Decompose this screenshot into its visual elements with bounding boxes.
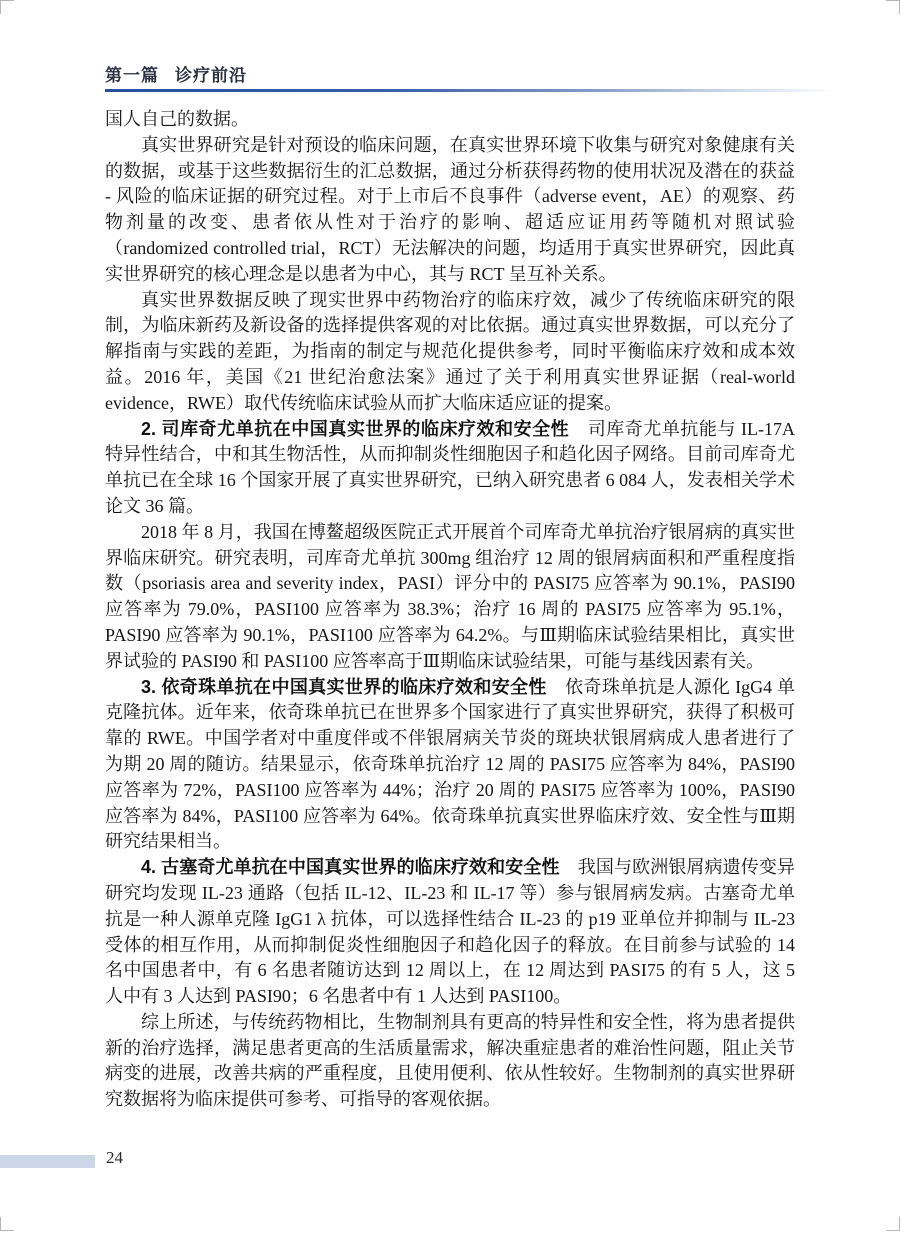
paragraph	[105, 133, 795, 288]
header-rule	[105, 89, 838, 92]
paragraph	[105, 675, 795, 856]
crop-mark-bottom-right	[886, 1217, 900, 1231]
paragraph-text: 我国与欧洲银屑病遗传变异研究均发现 IL-23 通路（包括 IL-12、IL-23 和 IL-17 等）参与银屑病发病。古塞奇尤单抗是一种人源单克隆 IgG1 λ 抗体，可以选择性结合 IL-23 的 p19 亚单位并抑制与 IL-23 受体的相互作用，从而抑制促炎性细胞因子和趋化因子的释放。在目前参与试验的 14 名中国患者中，有 6 名患者随访达到 12 周以上，在 12 周达到 PASI75 的有 5 人，这 5 人中有 3 人达到 PASI90；6 名患者中有 1 人达到 PASI100。	[105, 857, 796, 1007]
body-text	[105, 107, 795, 1113]
paragraph-text: 真实世界数据反映了现实世界中药物治疗的临床疗效，减少了传统临床研究的限制，为临床新药及新设备的选择提供客观的对比依据。通过真实世界数据，可以充分了解指南与实践的差距，为指南的制定与规范化提供参考，同时平衡临床疗效和成本效益。2016 年，美国《21 世纪治愈法案》通过了关于利用真实世界证据（real-world evidence，RWE）取代传统临床试验从而扩大临床适应证的提案。	[105, 289, 795, 413]
footer-bar	[0, 1155, 95, 1168]
paragraph	[105, 417, 795, 520]
crop-mark-bottom-left	[0, 1217, 14, 1231]
paragraph-text: 国人自己的数据。	[105, 109, 249, 129]
paragraph-run-in-heading: 4. 古塞奇尤单抗在中国真实世界的临床疗效和安全性	[141, 857, 560, 878]
running-header	[105, 61, 795, 86]
paragraph	[105, 1010, 795, 1113]
paragraph-run-in-heading: 3. 依奇珠单抗在中国真实世界的临床疗效和安全性	[141, 676, 547, 697]
paragraph-text: 2018 年 8 月，我国在博鳌超级医院正式开展首个司库奇尤单抗治疗银屑病的真实世界临床研究。研究表明，司库奇尤单抗 300mg 组治疗 12 周的银屑病面积和严重程度指数（psoriasis area and severity index，PASI）评分中的 PASI75 应答率为 90.1%，PASI90 应答率为 79.0%，PASI100 应答率为 38.3%；治疗 16 周的 PASI75 应答率为 95.1%，PASI90 应答率为 90.1%，PASI100 应答率为 64.2%。与Ⅲ期临床试验结果相比，真实世界试验的 PASI90 和 PASI100 应答率高于Ⅲ期临床试验结果，可能与基线因素有关。	[105, 521, 795, 671]
page-number: 24	[106, 1148, 123, 1167]
paragraph-text: 真实世界研究是针对预设的临床问题，在真实世界环境下收集与研究对象健康有关的数据，或基于这些数据衍生的汇总数据，通过分析获得药物的使用状况及潜在的获益 - 风险的临床证据的研究过程。对于上市后不良事件（adverse event，AE）的观察、药物剂量的改变、患者依从性对于治疗的影响、超适应证用药等随机对照试验（randomized controlled trial，RCT）无法解决的问题，均适用于真实世界研究，因此真实世界研究的核心理念是以患者为中心，其与 RCT 呈互补关系。	[105, 134, 795, 284]
paragraph-text: 综上所述，与传统药物相比，生物制剂具有更高的特异性和安全性，将为患者提供新的治疗选择，满足患者更高的生活质量需求，解决重症患者的难治性问题，阻止关节病变的进展，改善共病的严重程度，且使用便利、依从性较好。生物制剂的真实世界研究数据将为临床提供可参考、可指导的客观依据。	[105, 1011, 795, 1110]
paragraph	[105, 107, 795, 133]
paragraph-text: 依奇珠单抗是人源化 IgG4 单克隆抗体。近年来，依奇珠单抗已在世界多个国家进行了真实世界研究，获得了积极可靠的 RWE。中国学者对中重度伴或不伴银屑病关节炎的斑块状银屑病成人患者进行了为期 20 周的随访。结果显示，依奇珠单抗治疗 12 周的 PASI75 应答率为 84%，PASI90 应答率为 72%，PASI100 应答率为 44%；治疗 20 周的 PASI75 应答率为 100%，PASI90 应答率为 84%，PASI100 应答率为 64%。依奇珠单抗真实世界临床疗效、安全性与Ⅲ期研究结果相当。	[105, 676, 795, 852]
section-title: 诊疗前沿	[175, 66, 247, 85]
paragraph-run-in-heading: 2. 司库奇尤单抗在中国真实世界的临床疗效和安全性	[141, 418, 570, 439]
paragraph-text: 司库奇尤单抗能与 IL-17A 特异性结合，中和其生物活性，从而抑制炎性细胞因子和趋化因子网络。目前司库奇尤单抗已在全球 16 个国家开展了真实世界研究，已纳入研究患者 6 084 人，发表相关学术论文 36 篇。	[105, 418, 796, 516]
paragraph	[105, 520, 795, 675]
crop-mark-top-right	[886, 0, 900, 14]
crop-mark-top-left	[0, 0, 14, 14]
section-label: 第一篇	[105, 66, 159, 85]
paragraph	[105, 288, 795, 417]
paragraph	[105, 855, 795, 1010]
